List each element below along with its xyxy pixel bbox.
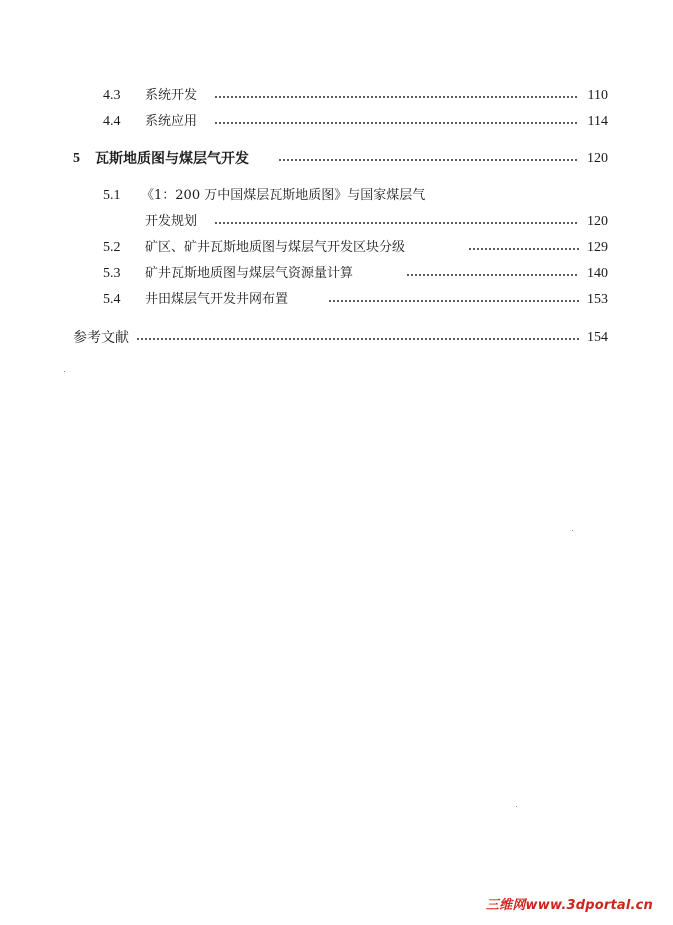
leader-dots — [278, 159, 579, 161]
toc-page: 154 — [587, 330, 608, 345]
leader-dots — [214, 122, 579, 124]
toc-title: 参考文献 — [73, 330, 129, 346]
toc-entry-4-4 — [0, 114, 673, 138]
toc-entry-5-3 — [0, 266, 673, 290]
leader-dots — [328, 300, 579, 302]
toc-title: 瓦斯地质图与煤层气开发 — [95, 151, 249, 167]
leader-dots — [406, 274, 579, 276]
toc-entry-5-1 — [0, 188, 673, 232]
toc-page: 140 — [587, 266, 608, 281]
toc-number: 5.3 — [103, 266, 121, 281]
toc-title-line1: 《1：200 万中国煤层瓦斯地质图》与国家煤层气 — [141, 188, 426, 203]
toc-page: 153 — [587, 292, 608, 307]
leader-dots — [468, 248, 579, 250]
toc-entry-5 — [0, 151, 673, 175]
toc-number: 4.3 — [103, 88, 121, 103]
toc-entry-5-4 — [0, 292, 673, 316]
toc-page: 129 — [587, 240, 608, 255]
toc-title-line2: 开发规划 — [145, 214, 198, 229]
scan-speck — [572, 530, 573, 531]
toc-entry-references — [0, 330, 673, 354]
toc-page: 114 — [587, 114, 608, 129]
watermark: 三维网www.3dportal.cn — [485, 898, 653, 913]
scan-speck — [64, 371, 65, 372]
toc-title: 系统应用 — [145, 114, 198, 129]
toc-number: 4.4 — [103, 114, 121, 129]
toc-entry-5-2 — [0, 240, 673, 264]
toc-page: 120 — [587, 151, 608, 166]
toc-title: 矿区、矿井瓦斯地质图与煤层气开发区块分级 — [145, 240, 406, 255]
leader-dots — [136, 338, 579, 340]
toc-number: 5.4 — [103, 292, 121, 307]
scan-speck — [516, 806, 517, 807]
toc-entry-4-3 — [0, 88, 673, 112]
toc-page: 120 — [587, 214, 608, 229]
toc-title: 井田煤层气开发井网布置 — [145, 292, 289, 307]
toc-number: 5 — [73, 151, 80, 166]
toc-number: 5.1 — [103, 188, 121, 203]
toc-page: 110 — [587, 88, 608, 103]
toc-title: 矿井瓦斯地质图与煤层气资源量计算 — [145, 266, 354, 281]
leader-dots — [214, 96, 579, 98]
leader-dots — [214, 222, 579, 224]
toc-title: 系统开发 — [145, 88, 198, 103]
toc-number: 5.2 — [103, 240, 121, 255]
